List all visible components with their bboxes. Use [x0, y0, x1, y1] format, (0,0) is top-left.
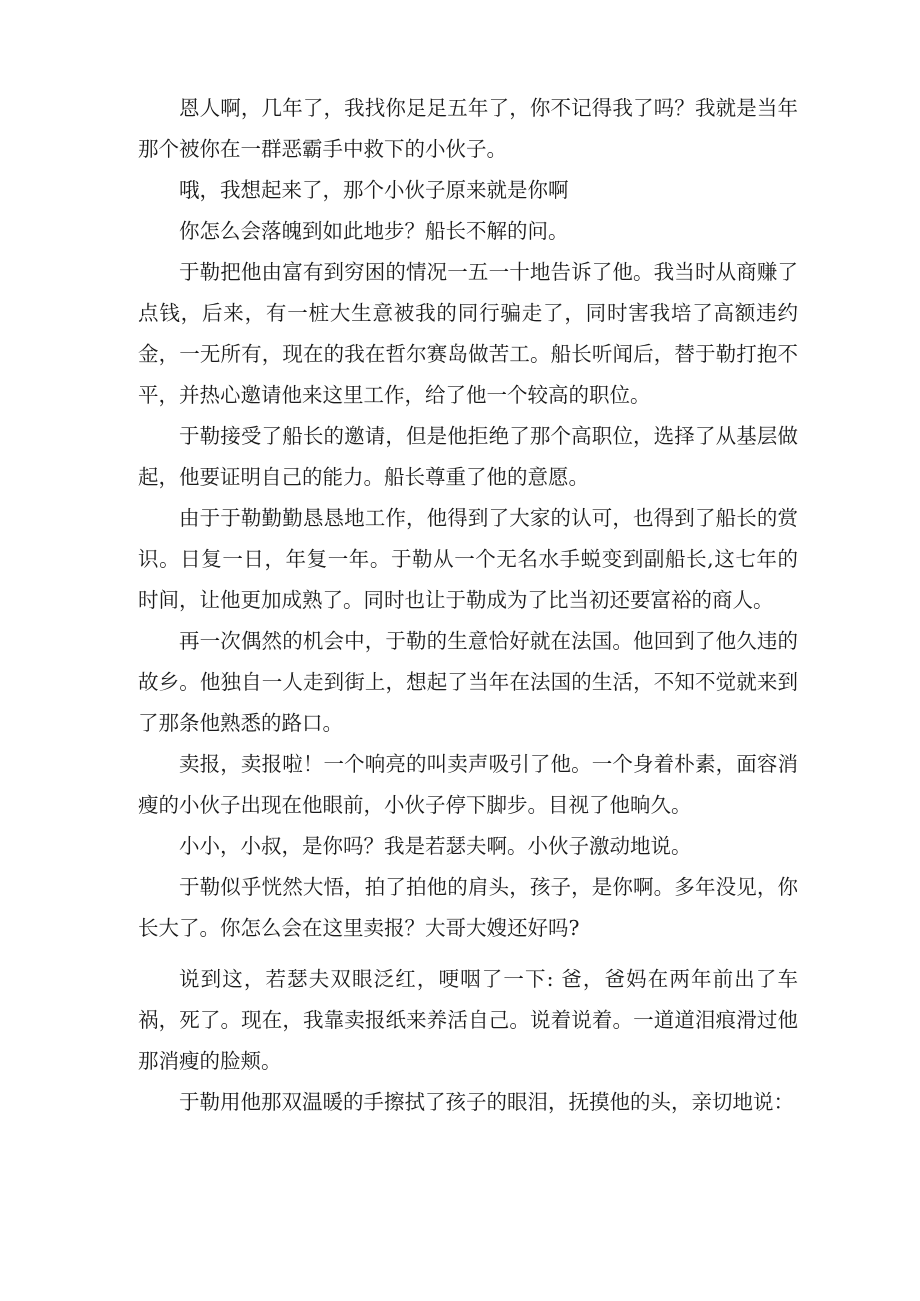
paragraph-11: 说到这，若瑟夫双眼泛红，哽咽了一下: 爸，爸妈在两年前出了车祸，死了。现在，我靠卖报纸来养活自己。说着说着。一道道泪痕滑过他那消瘦的脸颊。: [138, 967, 798, 1073]
paragraph-1: 恩人啊，几年了，我找你足足五年了，你不记得我了吗？我就是当年那个被你在一群恶霸手中救下的小伙子。: [138, 96, 798, 161]
paragraph-12: 于勒用他那双温暖的手擦拭了孩子的眼泪，抚摸他的头，亲切地说：: [179, 1090, 794, 1114]
paragraph-10: 于勒似乎恍然大悟，拍了拍他的肩头，孩子，是你啊。多年没见，你长大了。你怎么会在这里卖报？大哥大嫂还好吗?: [138, 875, 798, 940]
document-body: [138, 88, 798, 1123]
paragraph-9: 小小，小叔，是你吗？我是若瑟夫啊。小伙子激动地说。: [179, 834, 692, 858]
paragraph-4: 于勒把他由富有到穷困的情况一五一十地告诉了他。我当时从商赚了点钱，后来，有一桩大生意被我的同行骗走了，同时害我培了高额违约金，一无所有，现在的我在哲尔赛岛做苦工。船长听闻后，替于勒打抱不平，并热心邀请他来这里工作，给了他一个较高的职位。: [138, 260, 798, 407]
paragraph-6: 由于于勒勤勤恳恳地工作，他得到了大家的认可，也得到了船长的赏识。日复一日，年复一年。于勒从一个无名水手蜕变到副船长,这七年的时间，让他更加成熟了。同时也让于勒成为了比当初还要富裕的商人。: [138, 506, 798, 612]
paragraph-3: 你怎么会落魄到如此地步？船长不解的问。: [179, 219, 569, 243]
paragraph-8: 卖报，卖报啦！一个响亮的叫卖声吸引了他。一个身着朴素，面容消瘦的小伙子出现在他眼前，小伙子停下脚步。目视了他晌久。: [138, 752, 798, 817]
paragraph-5: 于勒接受了船长的邀请，但是他拒绝了那个高职位，选择了从基层做起，他要证明自己的能力。船长尊重了他的意愿。: [138, 424, 798, 489]
paragraph-2: 哦，我想起来了，那个小伙子原来就是你啊: [179, 178, 569, 202]
paragraph-7: 再一次偶然的机会中，于勒的生意恰好就在法国。他回到了他久违的故乡。他独自一人走到街上，想起了当年在法国的生活，不知不觉就来到了那条他熟悉的路口。: [138, 629, 798, 735]
